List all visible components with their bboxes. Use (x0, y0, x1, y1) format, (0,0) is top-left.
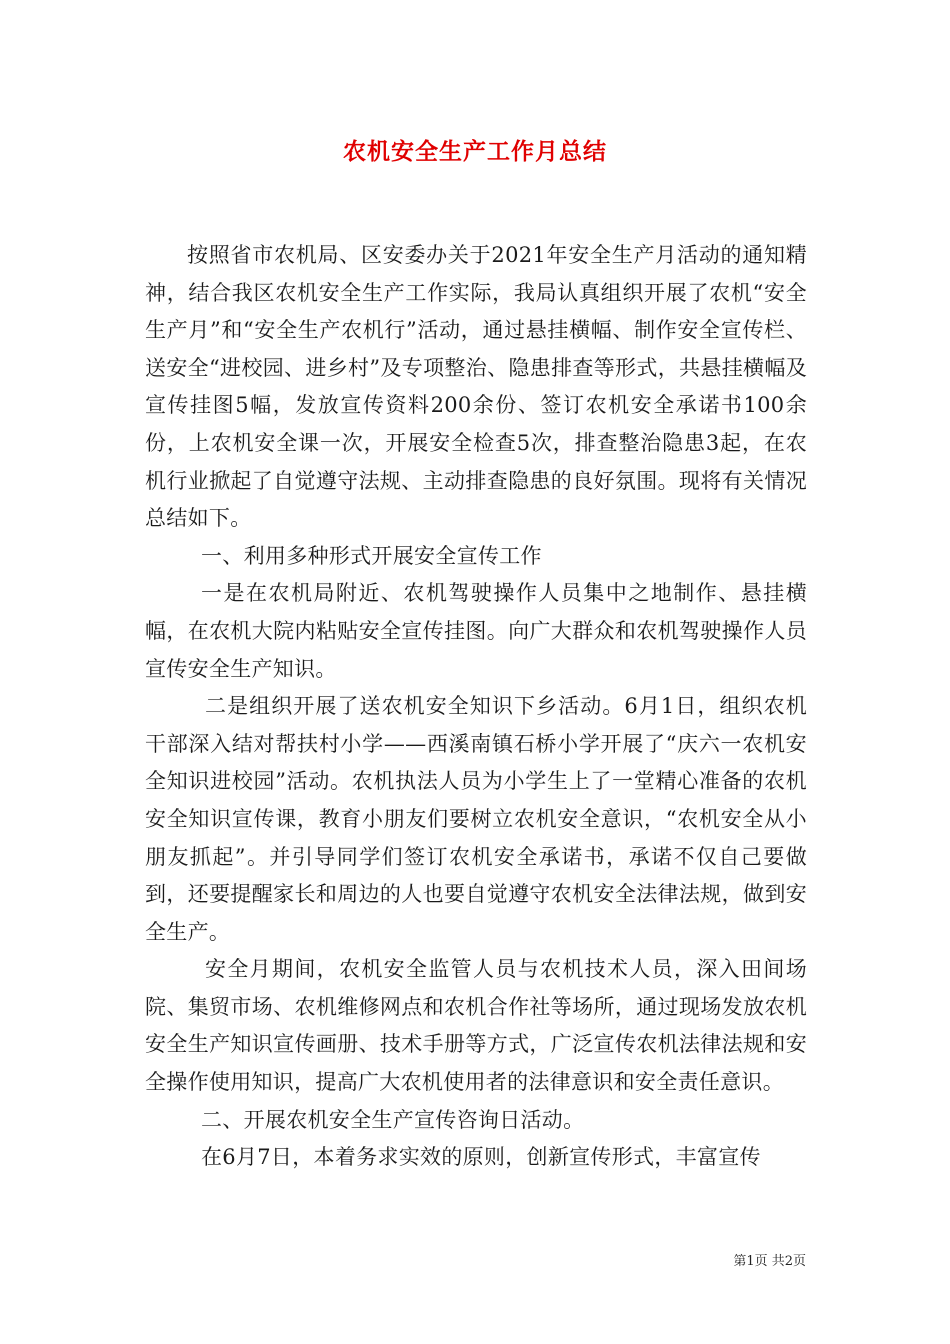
paragraph-banners: 一是在农机局附近、农机驾驶操作人员集中之地制作、悬挂横幅，在农机大院内粘贴安全宣传挂图。向广大群众和农机驾驶操作人员宣传安全生产知识。 (145, 581, 807, 681)
paragraph-safety-month: 安全月期间，农机安全监管人员与农机技术人员，深入田间场院、集贸市场、农机维修网点和农机合作社等场所，通过现场发放农机安全生产知识宣传画册、技术手册等方式，广泛宣传农机法律法规和安全操作使用知识，提高广大农机使用者的法律意识和安全责任意识。 (145, 957, 807, 1095)
document-body (145, 237, 807, 1177)
paragraph-intro: 按照省市农机局、区安委办关于2021年安全生产月活动的通知精神，结合我区农机安全生产工作实际，我局认真组织开展了农机“安全生产月”和“安全生产农机行”活动，通过悬挂横幅、制作安全宣传栏、送安全“进校园、进乡村”及专项整治、隐患排查等形式，共悬挂横幅及宣传挂图5幅，发放宣传资料200余份、签订农机安全承诺书100余份，上农机安全课一次，开展安全检查5次，排查整治隐患3起，在农机行业掀起了自觉遵守法规、主动排查隐患的良好氛围。现将有关情况总结如下。 (145, 243, 807, 531)
paragraph-june-7: 在6月7日，本着务求实效的原则，创新宣传形式，丰富宣传 (201, 1145, 761, 1170)
section-heading-2: 二、开展农机安全生产宣传咨询日活动。 (201, 1107, 585, 1132)
page-number: 第1页 共2页 (733, 1254, 806, 1269)
document-title: 农机安全生产工作月总结 (343, 138, 607, 165)
section-heading-1: 一、利用多种形式开展安全宣传工作 (201, 543, 542, 568)
paragraph-school-activity: 二是组织开展了送农机安全知识下乡活动。6月1日，组织农机干部深入结对帮扶村小学——西溪南镇石桥小学开展了“庆六一农机安全知识进校园”活动。农机执法人员为小学生上了一堂精心准备的农机安全知识宣传课，教育小朋友们要树立农机安全意识，“农机安全从小朋友抓起”。并引导同学们签订农机安全承诺书，承诺不仅自己要做到，还要提醒家长和周边的人也要自觉遵守农机安全法律法规，做到安全生产。 (145, 694, 807, 944)
